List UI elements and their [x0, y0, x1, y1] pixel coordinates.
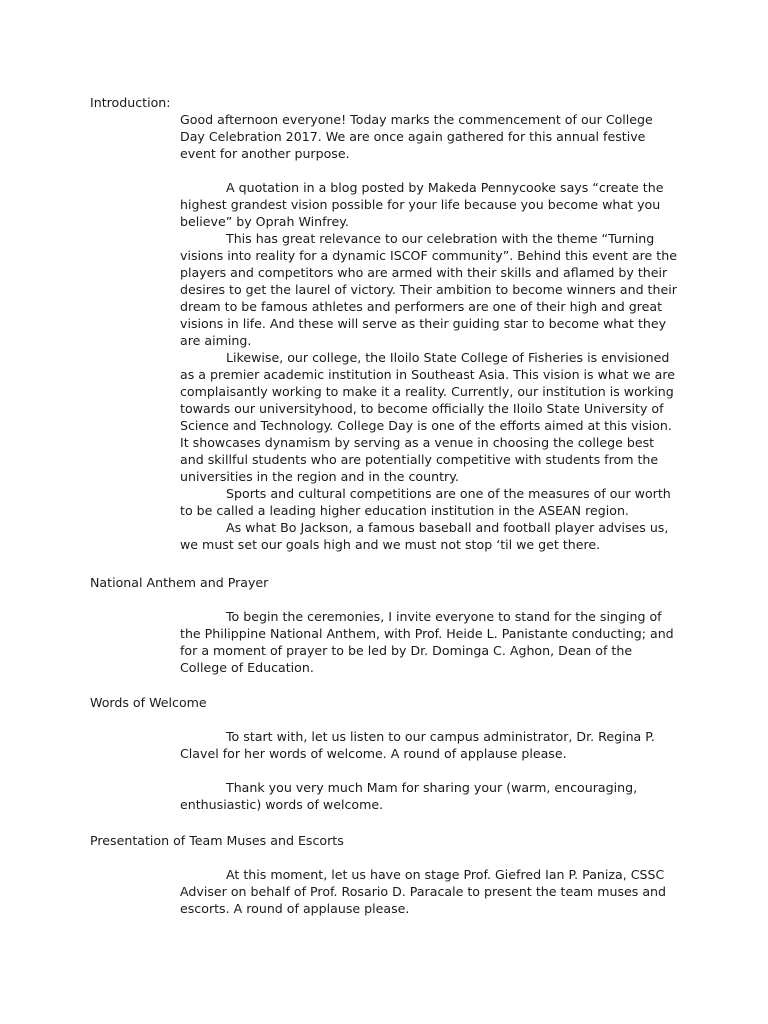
anthem-heading: National Anthem and Prayer: [90, 575, 269, 590]
welcome-paragraph-2: Thank you very much Mam for sharing your (warm, encouraging, enthusiastic) words of welcome.: [180, 780, 638, 812]
introduction-paragraph-5: Sports and cultural competitions are one of the measures of our worth to be called a leading higher education institution in the ASEAN region.: [180, 486, 671, 518]
introduction-paragraph-2: A quotation in a blog posted by Makeda Pennycooke says “create the highest grandest vision possible for your life because you become what you believe” by Oprah Winfrey.: [180, 180, 664, 229]
introduction-heading: Introduction:: [90, 95, 171, 110]
introduction-paragraph-3: This has great relevance to our celebration with the theme “Turning visions into reality for a dynamic ISCOF community”. Behind this event are the players and competitors who are armed with their skills and aflamed by their desires to get the laurel of victory. Their ambition to become winners and their dream to be famous athletes and performers are one of their high and great visions in life. And these will serve as their guiding star to become what they are aiming.: [180, 231, 677, 348]
introduction-paragraph-1: Good afternoon everyone! Today marks the commencement of our College Day Celebration 2017. We are once again gathered for this annual festive event for another purpose.: [180, 112, 653, 161]
welcome-paragraph-1: To start with, let us listen to our campus administrator, Dr. Regina P. Clavel for her words of welcome. A round of applause please.: [180, 729, 655, 761]
blank-line: [180, 762, 680, 779]
muses-body: [180, 866, 680, 917]
welcome-body: [180, 728, 680, 813]
introduction-body: [180, 111, 680, 553]
muses-paragraph: At this moment, let us have on stage Prof. Giefred Ian P. Paniza, CSSC Adviser on behalf of Prof. Rosario D. Paracale to present the team muses and escorts. A round of applause please.: [180, 867, 667, 916]
introduction-paragraph-6: As what Bo Jackson, a famous baseball and football player advises us, we must set our goals high and we must not stop ‘til we get there.: [180, 520, 669, 552]
welcome-heading: Words of Welcome: [90, 695, 207, 710]
anthem-paragraph: To begin the ceremonies, I invite everyone to stand for the singing of the Philippine National Anthem, with Prof. Heide L. Panistante conducting; and for a moment of prayer to be led by Dr. Dominga C. Aghon, Dean of the College of Education.: [180, 609, 674, 675]
muses-heading: Presentation of Team Muses and Escorts: [90, 833, 344, 848]
anthem-body: [180, 608, 680, 676]
introduction-paragraph-4: Likewise, our college, the Iloilo State College of Fisheries is envisioned as a premier academic institution in Southeast Asia. This vision is what we are complaisantly working to make it a reality. Currently, our institution is working towards our universityhood, to become officially the Iloilo State University of Science and Technology. College Day is one of the efforts aimed at this vision. It showcases dynamism by serving as a venue in choosing the college best and skillful students who are potentially competitive with students from the universities in the region and in the country.: [180, 350, 675, 484]
blank-line: [180, 162, 680, 179]
